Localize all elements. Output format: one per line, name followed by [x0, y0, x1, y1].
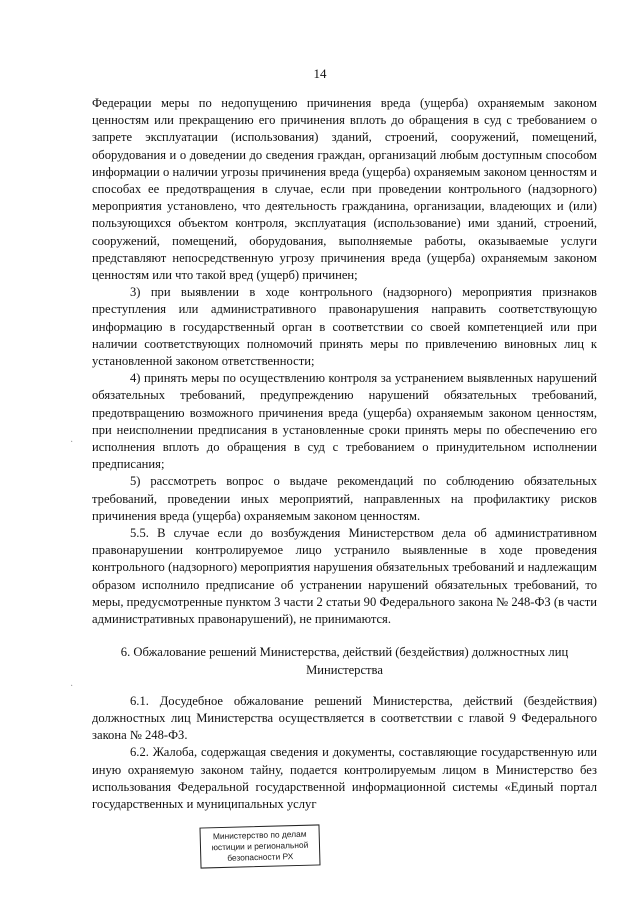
paragraph-item-5: 5) рассмотреть вопрос о выдаче рекомендаций по соблюдению обязательных требований, проведении иных мероприятий, направленных на профилактику рисков причинения вреда (ущерба) охраняемым законом ценностям.	[92, 474, 597, 523]
paragraph-5-5: 5.5. В случае если до возбуждения Министерством дела об административном правонарушении контролируемое лицо устранило выявленные в ходе проведения контрольного (надзорного) мероприятия нарушения обязательных требований и надлежащим образом исполнило предписание об устранении нарушений обязательных требований, то меры, предусмотренные пунктом 3 части 2 статьи 90 Федерального закона № 248-ФЗ (в части административных правонарушений), не принимаются.	[92, 526, 597, 627]
paragraph-item-4: 4) принять меры по осуществлению контроля за устранением выявленных нарушений обязательных требований, предупреждению нарушений обязательных требований, предотвращению возможного причинения вреда (ущерба) охраняемым законом ценностям, при неисполнении предписания в установленные сроки принять меры по обеспечению его исполнения вплоть до обращения в суд с требованием о принудительном исполнении предписания;	[92, 371, 597, 472]
document-body	[92, 95, 597, 813]
paragraph-continuation: Федерации меры по недопущению причинения вреда (ущерба) охраняемым законом ценностям или прекращению его причинения вплоть до обращения в суд с требованием о запрете эксплуатации (использования) зданий, строений, сооружений, помещений, оборудования и о доведении до сведения граждан, организаций любым доступным способом информации о наличии угрозы причинения вреда (ущерба) охраняемым законом ценностям и способах ее предотвращения в случае, если при проведении контрольного (надзорного) мероприятия установлено, что деятельность гражданина, организации, владеющих и (или) пользующихся объектом контроля, эксплуатация (использование) ими зданий, строений, сооружений, помещений, оборудования, выполняемые работы, оказываемые услуги представляют непосредственную угрозу причинения вреда (ущерба) охраняемым законом ценностям или что такой вред (ущерб) причинен;	[92, 96, 597, 283]
stamp-line: юстиции и региональной	[211, 839, 309, 853]
page-number: 14	[313, 66, 327, 81]
stamp-line: Министерство по делам	[212, 828, 307, 842]
section-heading: 6. Обжалование решений Министерства, действий (бездействия) должностных лиц Министерства	[120, 645, 569, 677]
scan-mark-icon: ·	[70, 437, 74, 448]
scan-mark-icon: ·	[70, 681, 74, 692]
paragraph-6-2: 6.2. Жалоба, содержащая сведения и документы, составляющие государственную или иную охраняемую законом тайну, подается контролируемым лицом в Министерство без использования Федеральной государственной информационной системы «Единый портал государственных и муниципальных услуг	[92, 745, 597, 811]
paragraph-6-1: 6.1. Досудебное обжалование решений Министерства, действий (бездействия) должностных лиц Министерства осуществляется в соответствии с главой 9 Федерального закона № 248-ФЗ.	[92, 693, 597, 743]
stamp-line: безопасности РХ	[227, 851, 294, 863]
ministry-stamp	[199, 824, 320, 868]
paragraph-item-3: 3) при выявлении в ходе контрольного (надзорного) мероприятия признаков преступления или административного правонарушения направить соответствующую информацию в государственный орган в соответствии со своей компетенцией или при наличии соответствующих полномочий принять меры по привлечению виновных лиц к установленной законом ответственности;	[92, 285, 597, 369]
